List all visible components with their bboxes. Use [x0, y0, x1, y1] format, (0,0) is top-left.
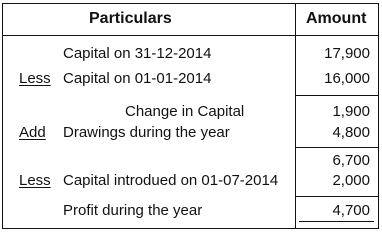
row-prefix-less-1: Less	[19, 70, 51, 87]
row-amount-capital-introduced: 2,000	[332, 172, 370, 189]
row-prefix-add: Add	[19, 124, 46, 141]
row-label-drawings: Drawings during the year	[63, 124, 230, 141]
header-divider	[3, 35, 378, 36]
row-amount-subtotal: 6,700	[332, 152, 370, 169]
statement-table	[2, 3, 379, 229]
column-divider	[295, 4, 296, 228]
total-rule-top	[295, 196, 378, 197]
header-amount: Amount	[306, 10, 367, 27]
row-label-opening-capital: Capital on 01-01-2014	[63, 70, 212, 87]
row-prefix-less-2: Less	[19, 172, 51, 189]
row-amount-change-in-capital: 1,900	[332, 103, 370, 120]
row-label-capital-introduced: Capital introdued on 01-07-2014	[63, 172, 279, 189]
row-label-change-in-capital: Change in Capital	[125, 103, 245, 120]
header-particulars: Particulars	[89, 10, 172, 27]
subtotal-rule-2	[295, 147, 378, 148]
row-amount-closing-capital: 17,900	[324, 45, 370, 62]
row-amount-opening-capital: 16,000	[324, 70, 370, 87]
total-rule-bottom	[299, 221, 374, 222]
row-label-closing-capital: Capital on 31-12-2014	[63, 45, 212, 62]
row-amount-profit: 4,700	[332, 202, 370, 219]
subtotal-rule-1	[295, 95, 378, 96]
row-label-profit: Profit during the year	[63, 202, 203, 219]
row-amount-drawings: 4,800	[332, 124, 370, 141]
